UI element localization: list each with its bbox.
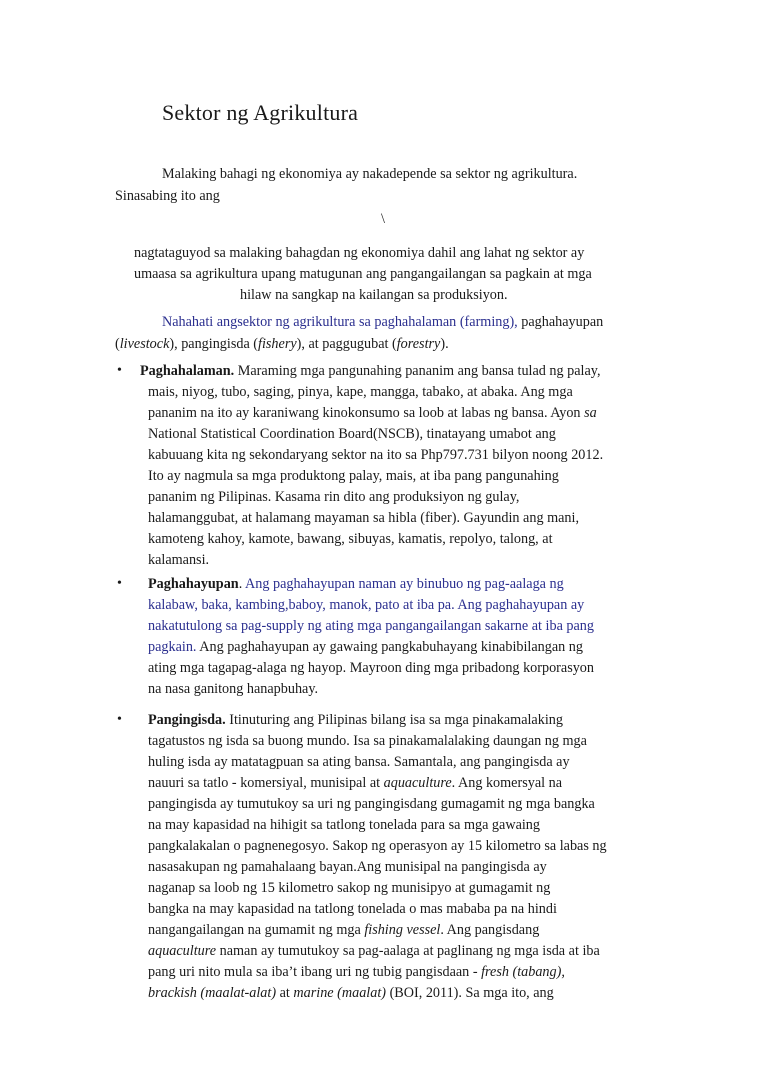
fishery-term: fishery — [258, 336, 297, 352]
paghahalaman-line: National Statistical Coordination Board(NSCB), tinatayang umabot ang — [148, 426, 556, 442]
paghahalaman-line: Ito ay nagmula sa mga produktong palay, mais, at iba pang pangunahing — [148, 468, 559, 484]
pangingisda-line: aquaculture naman ay tumutukoy sa pag-aalaga at paglinang ng mga isda at iba — [148, 943, 600, 959]
paghahayupan-line: na nasa ganitong hanapbuhay. — [148, 681, 319, 697]
section-heading: Paghahalaman. — [140, 363, 235, 379]
pangingisda-line: pangkalakalan o pagnenegosyo. Sakop ng operasyon ay 15 kilometro sa labas ng — [148, 838, 607, 854]
page-title: Sektor ng Agrikultura — [162, 100, 359, 125]
pangingisda-line: nauuri sa tatlo - komersiyal, munisipal at aquaculture. Ang komersyal na — [148, 775, 562, 791]
paghahalaman-line: kalamansi. — [148, 552, 210, 568]
section-heading: Pangingisda. — [148, 712, 226, 728]
intro-line: umaasa sa agrikultura upang matugunan ang pangangailangan sa pagkain at mga — [134, 266, 592, 282]
division-text: paghahayupan — [517, 314, 604, 330]
paghahayupan-line: pagkain. Ang paghahayupan ay gawaing pangkabuhayang kinabibilangan ng — [148, 639, 583, 655]
division-line: (livestock), pangingisda (fishery), at paggugubat (forestry). — [115, 336, 449, 352]
stray-backslash: \ — [381, 211, 385, 227]
pangingisda-line: huling isda ay matatagpuan sa ating bansa. Samantala, ang pangingisda ay — [148, 754, 570, 770]
pangingisda-line: tagatustos ng isda sa buong mundo. Isa sa pinakamalalaking daungan ng mga — [148, 733, 587, 749]
bullet-icon: • — [117, 363, 122, 378]
pangingisda-line: pangingisda ay tumutukoy sa uri ng pangingisdang gumagamit ng mga bangka — [148, 796, 595, 812]
division-line — [162, 312, 603, 334]
intro-line: nagtataguyod sa malaking bahagdan ng ekonomiya dahil ang lahat ng sektor ay — [134, 245, 585, 261]
paghahalaman-line: Paghahalaman. Maraming mga pangunahing pananim ang bansa tulad ng palay, — [140, 363, 601, 379]
pangingisda-line: naganap sa loob ng 15 kilometro sakop ng munisipyo at gumagamit ng — [148, 880, 551, 896]
paghahalaman-line: kabuuang kita ng sekondaryang sektor na ito sa Php797.731 bilyon noong 2012. — [148, 447, 604, 463]
paghahalaman-line: pananim ng Pilipinas. Kasama rin dito ang produksiyon ng gulay, — [148, 489, 520, 505]
livestock-term: livestock — [119, 336, 170, 352]
pangingisda-line: nangangailangan na gumamit ng mga fishing vessel. Ang pangisdang — [148, 922, 540, 938]
paghahalaman-line: pananim na ito ay karaniwang kinokonsumo sa loob at labas ng bansa. Ayon sa — [148, 405, 597, 421]
paghahayupan-line: ating mga tagapag-alaga ng hayop. Mayroon ding mga pribadong korporasyon — [148, 660, 594, 676]
pangingisda-line: na may kapasidad na hihigit sa tatlong tonelada para sa mga gawaing — [148, 817, 540, 833]
pangingisda-line: brackish (maalat-alat) at marine (maalat) (BOI, 2011). Sa mga ito, ang — [148, 985, 554, 1001]
bullet-icon: • — [117, 576, 122, 591]
paghahayupan-line: kalabaw, baka, kambing,baboy, manok, pato at iba pa. Ang paghahayupan ay — [148, 597, 585, 613]
pangingisda-line: Pangingisda. Itinuturing ang Pilipinas bilang isa sa mga pinakamalaking — [148, 712, 563, 728]
division-blue-text: Nahahati angsektor ng agrikultura sa paghahalaman (farming), — [162, 314, 518, 330]
paghahalaman-line: halamanggubat, at halamang mayaman sa hibla (fiber). Gayundin ang mani, — [148, 510, 579, 526]
pangingisda-line: pang uri nito mula sa iba’t ibang uri ng tubig pangisdaan - fresh (tabang), — [148, 964, 565, 980]
paghahayupan-line: nakatutulong sa pag-supply ng ating mga pangangailangan sakarne at iba pang — [148, 618, 594, 634]
intro-line: hilaw na sangkap na kailangan sa produksiyon. — [240, 287, 508, 303]
intro-line: Malaking bahagi ng ekonomiya ay nakadepende sa sektor ng agrikultura. — [162, 166, 578, 182]
pangingisda-line: bangka na may kapasidad na tatlong tonelada o mas mababa pa na hindi — [148, 901, 557, 917]
section-heading: Paghahayupan — [148, 576, 239, 592]
intro-line: Sinasabing ito ang — [115, 188, 220, 204]
paghahalaman-line: mais, niyog, tubo, saging, pinya, kape, mangga, tabako, at abaka. Ang mga — [148, 384, 573, 400]
bullet-icon: • — [117, 712, 122, 727]
paghahayupan-line: Paghahayupan. Ang paghahayupan naman ay binubuo ng pag-aalaga ng — [148, 576, 564, 592]
pangingisda-line: nasasakupan ng pamahalaang bayan.Ang munisipal na pangingisda ay — [148, 859, 547, 875]
forestry-term: forestry — [396, 336, 441, 352]
paghahalaman-line: kamoteng kahoy, kamote, bawang, sibuyas, kamatis, repolyo, talong, at — [148, 531, 553, 547]
